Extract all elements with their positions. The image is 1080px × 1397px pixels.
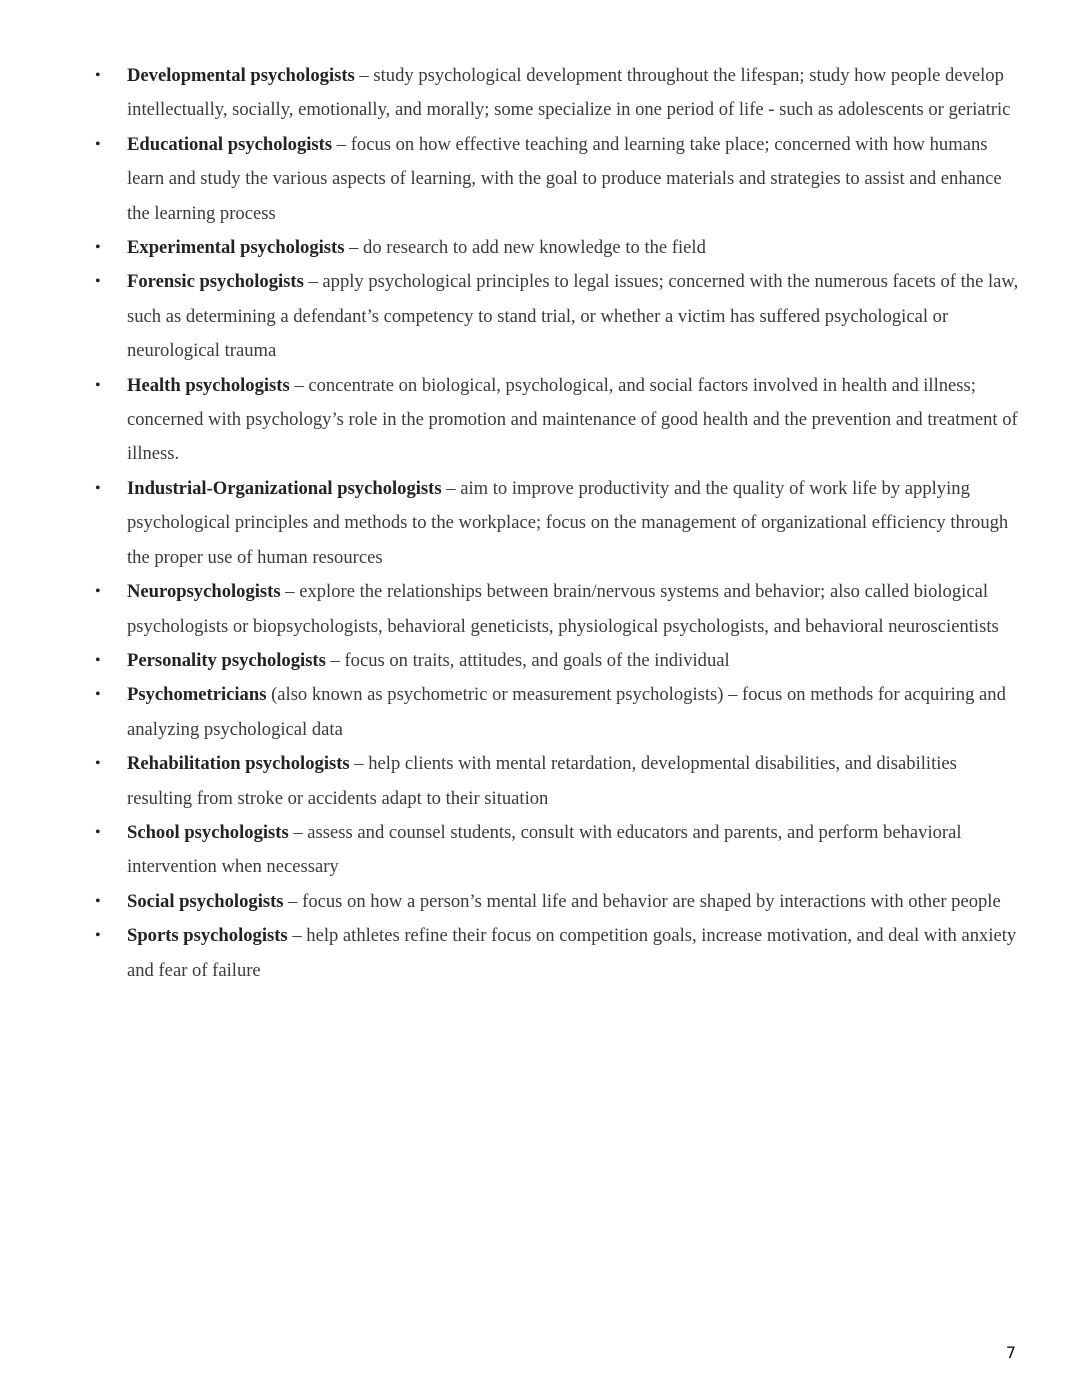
list-item	[95, 816, 1022, 885]
term-description: – focus on traits, attitudes, and goals of the individual	[325, 649, 730, 671]
bullet-icon: •	[95, 823, 101, 841]
term-label: School psychologists	[127, 821, 289, 843]
term-label: Experimental psychologists	[127, 237, 345, 259]
term-label: Personality psychologists	[127, 649, 326, 671]
bullet-icon: •	[95, 686, 101, 704]
list-item	[95, 472, 1022, 575]
bullet-icon: •	[95, 892, 101, 910]
term-label: Psychometricians	[127, 684, 267, 706]
bullet-icon: •	[95, 376, 101, 394]
list-item	[95, 644, 1022, 678]
term-description: – explore the relationships between brain/nervous systems and behavior; also called biological psychologists or biopsychologists, behavioral geneticists, physiological psychologists, and behavioral neuroscientists	[127, 581, 999, 637]
bullet-icon: •	[95, 135, 101, 153]
list-item	[95, 231, 1022, 265]
term-description: – apply psychological principles to legal issues; concerned with the numerous facets of the law, such as determining a defendant’s competency to stand trial, or whether a victim has suffered psychological or neurological trauma	[127, 271, 1019, 362]
term-label: Industrial-Organizational psychologists	[127, 477, 442, 499]
list-item	[95, 885, 1022, 919]
term-description: – help athletes refine their focus on competition goals, increase motivation, and deal with anxiety and fear of failure	[127, 925, 1017, 981]
list-item	[95, 128, 1022, 231]
bullet-icon: •	[95, 273, 101, 291]
list-item	[95, 265, 1022, 368]
bullet-icon: •	[95, 67, 101, 84]
term-label: Rehabilitation psychologists	[127, 753, 350, 775]
bullet-icon: •	[95, 479, 101, 497]
term-label: Health psychologists	[127, 374, 290, 396]
psychologist-types-list	[95, 59, 1022, 988]
term-label: Forensic psychologists	[127, 271, 304, 293]
term-description: (also known as psychometric or measurement psychologists) – focus on methods for acquiring and analyzing psychological data	[127, 684, 1006, 740]
term-description: – concentrate on biological, psychological, and social factors involved in health and illness; concerned with psychology’s role in the promotion and maintenance of good health and the prevention and treatment of illness.	[127, 374, 1018, 465]
page-number: 7	[1005, 1343, 1016, 1362]
term-description: – do research to add new knowledge to the field	[344, 237, 706, 259]
bullet-icon: •	[95, 651, 101, 669]
term-description: – aim to improve productivity and the quality of work life by applying psychological principles and methods to the workplace; focus on the management of organizational efficiency through the proper use of human resources	[127, 477, 1009, 568]
bullet-icon: •	[95, 927, 101, 945]
bullet-icon: •	[95, 755, 101, 773]
term-description: – study psychological development throughout the lifespan; study how people develop intellectually, socially, emotionally, and morally; some specialize in one period of life - such as adolescents or geriatric	[127, 65, 1011, 121]
list-item	[95, 747, 1022, 816]
list-item	[95, 59, 1022, 128]
term-label: Neuropsychologists	[127, 581, 281, 603]
term-description: – assess and counsel students, consult with educators and parents, and perform behavioral intervention when necessary	[127, 821, 962, 878]
term-label: Developmental psychologists	[127, 65, 355, 86]
term-description: – focus on how a person’s mental life and behavior are shaped by interactions with other people	[283, 890, 1001, 912]
term-label: Educational psychologists	[127, 133, 333, 155]
term-description: – focus on how effective teaching and learning take place; concerned with how humans learn and study the various aspects of learning, with the goal to produce materials and strategies to assist and enhance the learning process	[127, 133, 1002, 224]
bullet-icon: •	[95, 583, 101, 601]
term-description: – help clients with mental retardation, developmental disabilities, and disabilities resulting from stroke or accidents adapt to their situation	[127, 753, 957, 809]
list-item	[95, 678, 1022, 747]
list-item	[95, 575, 1022, 644]
list-item	[95, 919, 1022, 988]
bullet-icon: •	[95, 239, 101, 257]
term-label: Sports psychologists	[127, 925, 288, 947]
list-item	[95, 369, 1022, 472]
term-label: Social psychologists	[127, 890, 284, 912]
